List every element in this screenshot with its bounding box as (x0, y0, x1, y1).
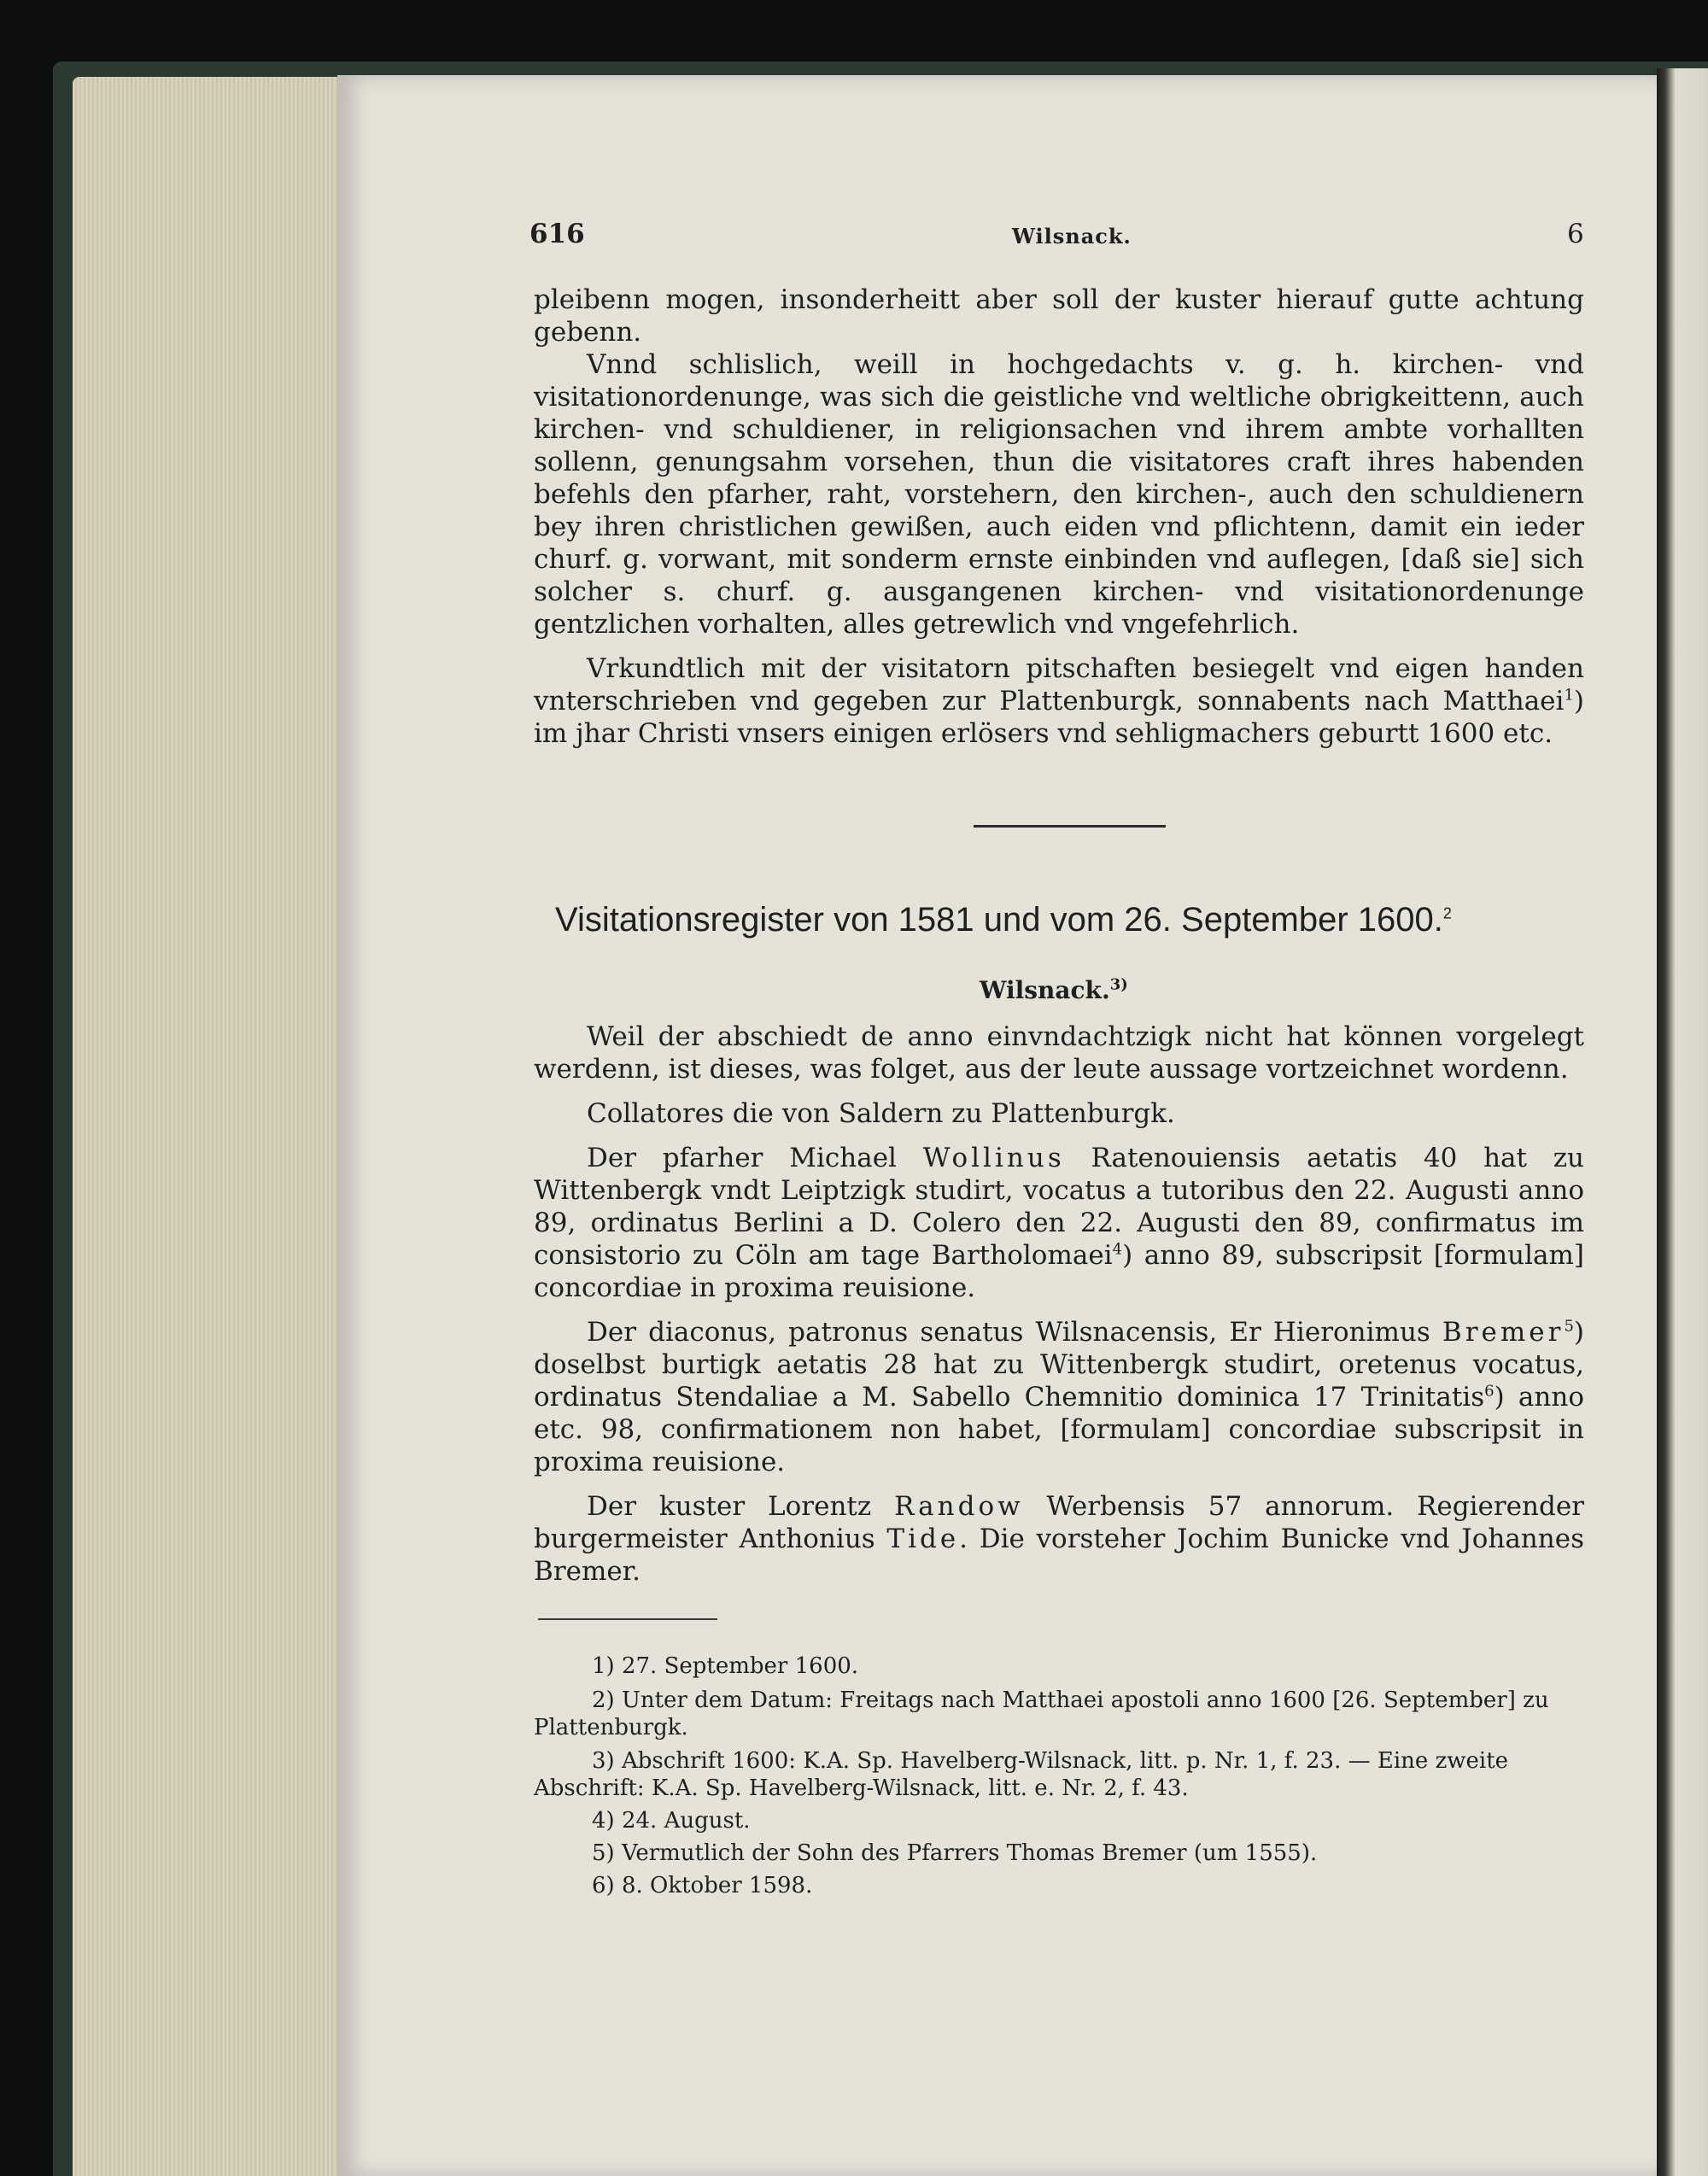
paragraph-attestation (534, 652, 1584, 750)
text-segment: . Die vorsteher Jochim Bunicke vnd Johannes Bremer. (534, 1524, 1584, 1587)
footnote-1 (534, 1652, 1584, 1680)
text-segment: Der pfarher Michael (587, 1143, 923, 1173)
footnote-rule (538, 1618, 717, 1620)
facing-page-edge (1657, 68, 1708, 2176)
running-title: Wilsnack. (1012, 224, 1132, 249)
footnote-5 (534, 1840, 1584, 1867)
footnote-4 (534, 1807, 1584, 1834)
person-name: Bremer (1442, 1317, 1565, 1348)
footnote-ref-1: 1 (1564, 686, 1574, 705)
paragraph-final-clause: Vnnd schlislich, weill in hochgedachts v. g. h. kirchen- vnd visitationordenunge, was sich die geistliche vnd weltliche obrigkeittenn, auch kirchen- vnd schuldiener, in religionsachen vnd ihrem ambte vorhallten sollenn, genungsahm vorsehen, thun die visitatores craft ihres habenden befehls den pfarher, raht, vorstehern, den kirchen-, auch den schuldienern bey ihren christlichen gewißen, auch eiden vnd pflichtenn, damit ein ieder churf. g. vorwant, mit sonderm ernste einbinden vnd auflegen, [daß sie] sich solcher s. churf. g. ausgangenen kirchen- vnd visitationordenunge gentzlichen vorhalten, alles getrewlich vnd vngefehrlich. (534, 349, 1584, 640)
section-title (555, 901, 1580, 939)
footnote-text: 4) 24. August. (592, 1808, 751, 1834)
footnote-text: 1) 27. September 1600. (592, 1653, 859, 1679)
attestation-text-end: ) im jhar Christi vnsers einigen erlösers vnd sehligmachers geburtt 1600 etc. (534, 686, 1584, 749)
person-name: Wollinus (922, 1143, 1065, 1173)
register-paragraph-intro: Weil der abschiedt de anno einvndachtzigk nicht hat können vorgelegt werdenn, ist dieses, was folget, aus der leute aussage vortzeichnet wordenn. (534, 1021, 1584, 1085)
subsection-title-text: Wilsnack. (980, 976, 1110, 1004)
register-paragraph-diaconus (534, 1316, 1584, 1478)
text-segment: Werbensis 57 annorum. Regierender burgermeister Anthonius (534, 1491, 1585, 1554)
footnote-6 (534, 1872, 1584, 1899)
header-right-mark: 6 (1567, 219, 1584, 249)
footnote-2: 2) Unter dem Datum: Freitags nach Matthaei apostoli anno 1600 [26. September] zu Plattenburgk. (534, 1688, 1549, 1740)
footnote-ref-4: 4 (1112, 1240, 1123, 1259)
continuation-text (534, 284, 1584, 750)
register-paragraph-pfarher (534, 1142, 1584, 1304)
footnote-ref-6: 6 (1484, 1382, 1494, 1401)
attestation-text: Vrkundtlich mit der visitatorn pitschaften besiegelt vnd eigen handen vnterschrieben vnd gegeben zur Plattenburgk, sonnabents nach Matthaei (534, 653, 1584, 717)
page-number: 616 (529, 219, 585, 249)
footnote-ref-5: 5 (1564, 1317, 1574, 1336)
subsection-title (980, 976, 1128, 1004)
footnote-text: 5) Vermutlich der Sohn des Pfarrers Thomas Bremer (um 1555). (592, 1840, 1318, 1866)
footnote-text: 6) 8. Oktober 1598. (592, 1873, 813, 1898)
text-segment: Ratenouiensis aetatis 40 hat zu Wittenbergk vndt Leiptzigk studirt, vocatus a tutoribus den 22. Augusti anno 89, ordinatus Berlini a D. Colero den 22. Augusti den 89, confirmatus im consistorio zu Cöln am tage Bartholomaei (534, 1143, 1585, 1271)
text-segment: Der kuster Lorentz (587, 1491, 895, 1522)
text-segment: Der diaconus, patronus senatus Wilsnacensis, Er Hieronimus (587, 1317, 1442, 1348)
register-paragraph-kuster (534, 1490, 1584, 1588)
footnote-ref-3: 3) (1109, 975, 1128, 994)
register-paragraph-collatores: Collatores die von Saldern zu Plattenburgk. (587, 1098, 1175, 1129)
footnote-ref-2: 2 (1442, 904, 1452, 922)
section-title-text: Visitationsregister von 1581 und vom 26. September 1600. (555, 901, 1443, 939)
paragraph-continuation: pleibenn mogen, insonderheitt aber soll der kuster hierauf gutte achtung gebenn. (534, 284, 1584, 348)
text-segment: ) doselbst burtigk aetatis 28 hat zu Wittenbergk studirt, oretenus vocatus, ordinatus Stendaliae a M. Sabello Chemnitio dominica 17 Trinitatis (534, 1317, 1584, 1413)
person-name: Tide (886, 1524, 960, 1554)
text-segment: ) anno etc. 98, confirmationem non habet, [formulam] concordiae subscripsit in proxima reuisione. (534, 1382, 1584, 1477)
page-block-edge (73, 77, 346, 2176)
text-segment: ) anno 89, subscripsit [formulam] concordiae in proxima reuisione. (534, 1240, 1585, 1303)
section-divider (974, 825, 1166, 828)
footnote-3: 3) Abschrift 1600: K.A. Sp. Havelberg-Wilsnack, litt. p. Nr. 1, f. 23. — Eine zweite Abschrift: K.A. Sp. Havelberg-Wilsnack, litt. e. Nr. 2, f. 43. (534, 1748, 1509, 1801)
person-name: Randow (894, 1491, 1024, 1522)
register-text (534, 1021, 1584, 1588)
